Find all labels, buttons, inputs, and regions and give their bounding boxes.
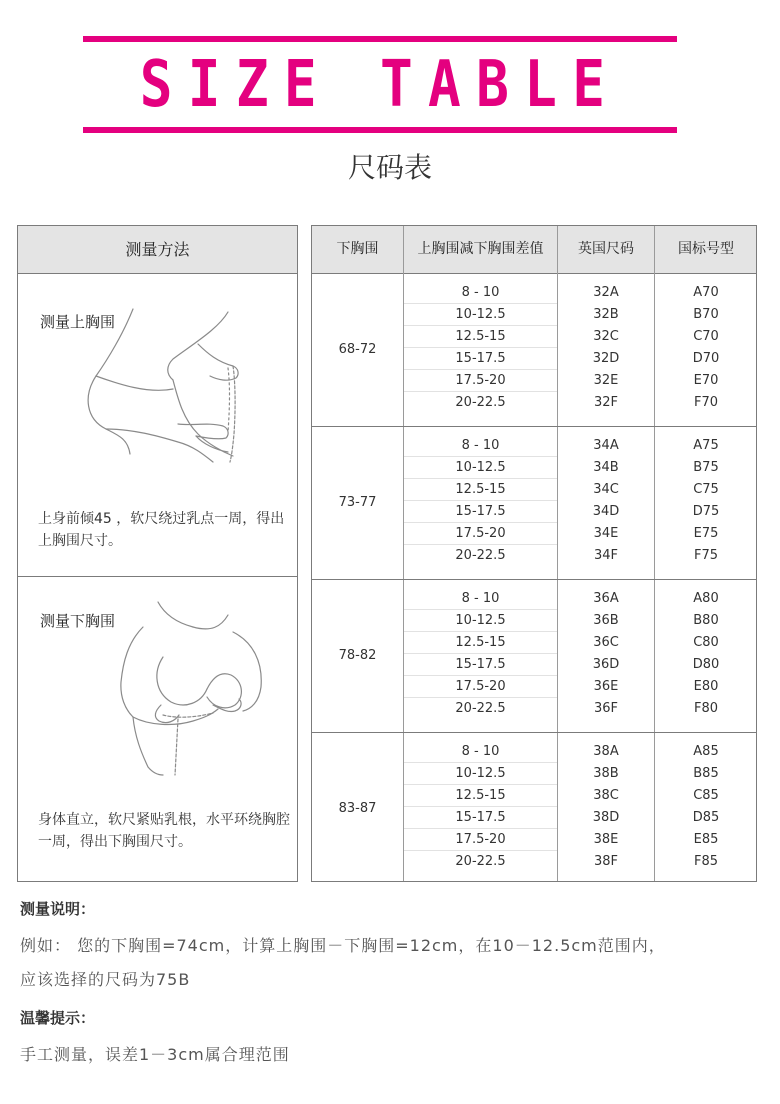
- uk-size-cell: 34F: [593, 548, 619, 563]
- size-table-header: [312, 226, 756, 274]
- table-row: [404, 763, 757, 785]
- difference-cell: 8 - 10: [461, 591, 500, 606]
- cn-size-cell: B75: [693, 460, 719, 475]
- uk-size-cell: 34C: [593, 482, 619, 497]
- cn-size-cell: A70: [693, 285, 719, 300]
- difference-cell: 10-12.5: [455, 307, 506, 322]
- difference-cell: 15-17.5: [455, 504, 506, 519]
- uk-size-cell: 34B: [593, 460, 619, 475]
- uk-size-cell: 38A: [593, 744, 619, 759]
- upper-bust-method: [18, 274, 297, 577]
- cn-size-cell: A85: [693, 744, 719, 759]
- header-underbust: 下胸围: [336, 241, 379, 257]
- difference-cell: 20-22.5: [455, 548, 506, 563]
- difference-cell: 17.5-20: [455, 832, 506, 847]
- cn-size-cell: A80: [693, 591, 719, 606]
- table-row: [404, 304, 757, 326]
- cn-size-cell: B70: [693, 307, 719, 322]
- table-row: [404, 348, 757, 370]
- table-row: [404, 392, 757, 414]
- uk-size-cell: 34E: [593, 526, 619, 541]
- underbust-range: 73-77: [338, 495, 377, 510]
- cn-size-cell: B80: [693, 613, 719, 628]
- table-row: [404, 588, 757, 610]
- uk-size-cell: 32E: [593, 373, 619, 388]
- table-row: [404, 501, 757, 523]
- table-row: [404, 807, 757, 829]
- size-table: [311, 225, 757, 882]
- cn-size-cell: F70: [693, 395, 719, 410]
- difference-cell: 12.5-15: [455, 788, 506, 803]
- uk-size-cell: 38D: [592, 810, 620, 825]
- measurement-method-panel: [17, 225, 298, 882]
- cn-size-cell: D80: [692, 657, 720, 672]
- cn-size-cell: E80: [693, 679, 719, 694]
- uk-size-cell: 38E: [593, 832, 619, 847]
- table-row: [404, 610, 757, 632]
- page-subtitle: 尺码表: [347, 151, 432, 184]
- under-bust-title: 测量下胸围: [40, 612, 116, 630]
- difference-cell: 20-22.5: [455, 395, 506, 410]
- cn-size-cell: D85: [692, 810, 720, 825]
- example-line-1: 例如： 您的下胸围=74cm，计算上胸围－下胸围=12cm，在10－12.5cm范围内，: [20, 936, 666, 955]
- cn-size-cell: B85: [693, 766, 719, 781]
- uk-size-cell: 36D: [592, 657, 620, 672]
- difference-cell: 12.5-15: [455, 329, 506, 344]
- cn-size-cell: C80: [693, 635, 719, 650]
- difference-cell: 12.5-15: [455, 635, 506, 650]
- difference-cell: 17.5-20: [455, 526, 506, 541]
- uk-size-cell: 36F: [593, 701, 619, 716]
- uk-size-cell: 36B: [593, 613, 619, 628]
- cn-size-cell: C75: [693, 482, 719, 497]
- method-panel-header: 测量方法: [18, 226, 297, 274]
- table-row: [404, 851, 757, 873]
- page-title: SIZE TABLE: [139, 48, 621, 122]
- table-row: [404, 326, 757, 348]
- under-bust-illustration: [103, 597, 273, 777]
- cn-size-cell: D75: [692, 504, 720, 519]
- table-row: [404, 523, 757, 545]
- difference-cell: 20-22.5: [455, 701, 506, 716]
- table-row: [404, 654, 757, 676]
- table-row: [404, 741, 757, 763]
- difference-cell: 10-12.5: [455, 766, 506, 781]
- header-cn-size: 国标号型: [678, 241, 734, 257]
- difference-cell: 8 - 10: [461, 744, 500, 759]
- table-row: [404, 785, 757, 807]
- table-row: [404, 370, 757, 392]
- uk-size-cell: 32A: [593, 285, 619, 300]
- table-row: [404, 632, 757, 654]
- cn-size-cell: C70: [693, 329, 719, 344]
- difference-cell: 15-17.5: [455, 351, 506, 366]
- header-difference: 上胸围减下胸围差值: [417, 241, 544, 257]
- underbust-range: 83-87: [338, 801, 377, 816]
- difference-cell: 17.5-20: [455, 373, 506, 388]
- title-top-bar: [83, 36, 677, 42]
- under-bust-method: [18, 577, 297, 881]
- table-row: [404, 545, 757, 567]
- difference-cell: 20-22.5: [455, 854, 506, 869]
- tips-text: 手工测量，误差1－3cm属合理范围: [20, 1045, 290, 1064]
- difference-cell: 15-17.5: [455, 810, 506, 825]
- uk-size-cell: 36A: [593, 591, 619, 606]
- underbust-range: 68-72: [338, 342, 377, 357]
- tips-heading: 温馨提示：: [20, 1009, 96, 1027]
- uk-size-cell: 32C: [593, 329, 619, 344]
- cn-size-cell: D70: [692, 351, 720, 366]
- header-uk-size: 英国尺码: [578, 241, 634, 257]
- underbust-range: 78-82: [338, 648, 377, 663]
- example-line-2: 应该选择的尺码为75B: [20, 970, 191, 989]
- uk-size-cell: 36C: [593, 635, 619, 650]
- difference-cell: 12.5-15: [455, 482, 506, 497]
- title-bottom-bar: [83, 127, 677, 133]
- difference-cell: 17.5-20: [455, 679, 506, 694]
- upper-bust-description: 上身前倾45 ，软尺绕过乳点一周，得出上胸围尺寸。: [38, 511, 285, 549]
- table-row: [404, 282, 757, 304]
- cn-size-cell: F80: [693, 701, 719, 716]
- table-row: [404, 829, 757, 851]
- upper-bust-illustration: [78, 304, 258, 464]
- cn-size-cell: A75: [693, 438, 719, 453]
- table-row: [404, 698, 757, 720]
- uk-size-cell: 32D: [592, 351, 620, 366]
- uk-size-cell: 34D: [592, 504, 620, 519]
- cn-size-cell: F75: [693, 548, 719, 563]
- table-row: [404, 479, 757, 501]
- table-row: [404, 676, 757, 698]
- difference-cell: 10-12.5: [455, 613, 506, 628]
- difference-cell: 8 - 10: [461, 438, 500, 453]
- under-bust-description: 身体直立，软尺紧贴乳根，水平环绕胸腔一周，得出下胸围尺寸。: [38, 812, 290, 850]
- upper-bust-title: 测量上胸围: [40, 313, 116, 331]
- uk-size-cell: 32B: [593, 307, 619, 322]
- cn-size-cell: C85: [693, 788, 719, 803]
- uk-size-cell: 38C: [593, 788, 619, 803]
- table-row: [404, 457, 757, 479]
- uk-size-cell: 32F: [593, 395, 619, 410]
- difference-cell: 15-17.5: [455, 657, 506, 672]
- cn-size-cell: E75: [693, 526, 719, 541]
- uk-size-cell: 36E: [593, 679, 619, 694]
- difference-cell: 8 - 10: [461, 285, 500, 300]
- cn-size-cell: F85: [693, 854, 719, 869]
- measure-notes-heading: 测量说明：: [20, 900, 96, 918]
- cn-size-cell: E85: [693, 832, 719, 847]
- difference-cell: 10-12.5: [455, 460, 506, 475]
- uk-size-cell: 38F: [593, 854, 619, 869]
- uk-size-cell: 38B: [593, 766, 619, 781]
- table-row: [404, 435, 757, 457]
- uk-size-cell: 34A: [593, 438, 619, 453]
- cn-size-cell: E70: [693, 373, 719, 388]
